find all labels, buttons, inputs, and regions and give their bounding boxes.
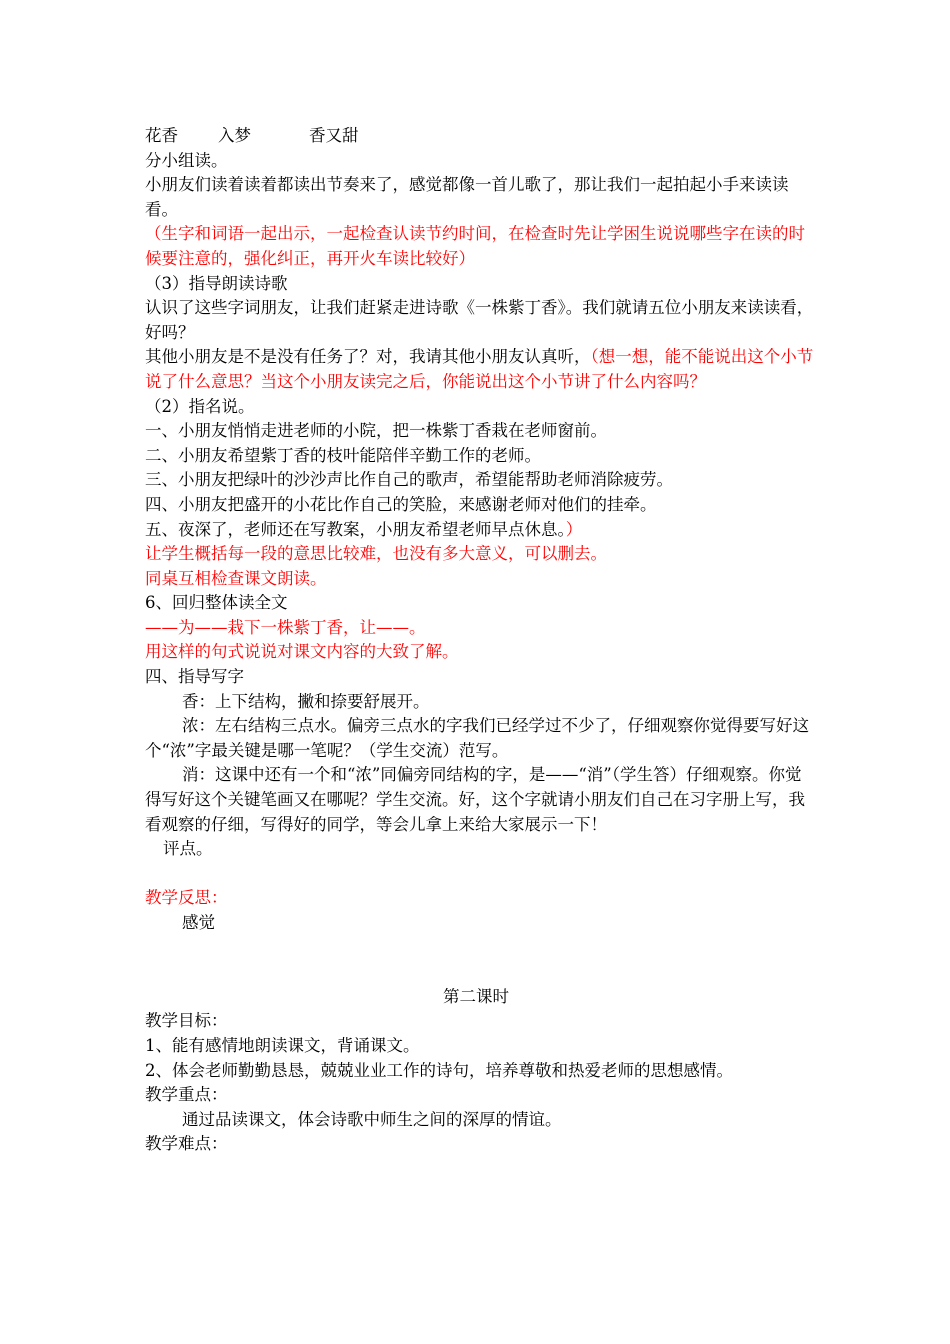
annotation-text: 同桌互相检查课文朗读。 — [145, 568, 327, 588]
annotation-bracket: ） — [565, 519, 583, 539]
paragraph-text: 浓：左右结构三点水。偏旁三点水的字我们已经学过不少了，仔细观察你觉得要写好这个“浓”字最关键是哪一笔呢？（学生交流）范写。 — [145, 716, 809, 760]
paragraph-text-part: 其他小朋友是不是没有任务了？对，我请其他小朋友认真听， — [145, 347, 591, 367]
objective-item: 2、体会老师勤勤恳恳，兢兢业业工作的诗句，培养尊敬和热爱老师的思想感情。 — [145, 1060, 733, 1080]
section-heading: 6、回归整体读全文 — [145, 593, 288, 613]
summary-item: 二、小朋友希望紫丁香的枝叶能陪伴辛勤工作的老师。 — [145, 445, 541, 465]
annotation-text: ——为——栽下一株紫丁香，让——。 — [145, 617, 426, 637]
section-heading: 四、指导写字 — [145, 667, 244, 687]
word-huaxiang: 花香 — [145, 126, 178, 145]
summary-item-text: 五、夜深了，老师还在写教案，小朋友希望老师早点休息。 — [145, 519, 566, 539]
summary-item: 四、小朋友把盛开的小花比作自己的笑脸，来感谢老师对他们的挂牵。 — [145, 494, 657, 514]
word-rumeng: 入梦 — [218, 126, 251, 145]
word-list-line — [145, 124, 815, 149]
section-heading: 教学难点： — [145, 1134, 228, 1154]
section-heading: （3）指导朗读诗歌 — [145, 273, 288, 293]
annotation-text: 用这样的句式说说对课文内容的大致了解。 — [145, 642, 459, 662]
section-heading: 教学重点： — [145, 1085, 228, 1105]
section-heading: 教学反思： — [145, 888, 228, 908]
paragraph-text: 认识了这些字词朋友，让我们赶紧走进诗歌《一株紫丁香》。我们就请五位小朋友来读读看，好吗？ — [145, 298, 814, 342]
annotation-text: （生字和词语一起出示，一起检查认读节约时间，在检查时先让学困生说说哪些字在读的时候要注意的，强化纠正，再开火车读比较好） — [145, 224, 805, 268]
paragraph-text: 分小组读。 — [145, 150, 228, 170]
summary-item: 一、小朋友悄悄走进老师的小院，把一株紫丁香栽在老师窗前。 — [145, 421, 607, 441]
word-xiangyoutian: 香又甜 — [309, 126, 359, 145]
objective-item: 1、能有感情地朗读课文，背诵课文。 — [145, 1035, 420, 1055]
paragraph-text: 感觉 — [182, 913, 215, 932]
paragraph-text: 小朋友们读着读着都读出节奏来了，感觉都像一首儿歌了，那让我们一起拍起小手来读读看。 — [145, 175, 789, 219]
summary-item — [145, 518, 815, 543]
annotation-text-inline: （想一想，能不能说出这个小节说了什么意思？当这个小朋友读完之后，你能说出这个小节讲了什么内容吗？ — [145, 347, 814, 391]
blank-line — [145, 936, 815, 985]
section-heading: （2）指名说。 — [145, 396, 255, 416]
blank-line — [145, 862, 815, 887]
section-heading: 教学目标： — [145, 1011, 228, 1031]
document-page — [145, 124, 815, 1157]
paragraph-text: 评点。 — [163, 839, 213, 859]
paragraph-text: 香：上下结构，撇和捺要舒展开。 — [182, 691, 430, 711]
summary-item: 三、小朋友把绿叶的沙沙声比作自己的歌声，希望能帮助老师消除疲劳。 — [145, 470, 673, 490]
annotation-text: 让学生概括每一段的意思比较难，也没有多大意义，可以删去。 — [145, 544, 607, 564]
lesson-title: 第二课时 — [443, 986, 509, 1006]
paragraph-text: 通过品读课文，体会诗歌中师生之间的深厚的情谊。 — [182, 1109, 562, 1129]
paragraph-text: 消：这课中还有一个和“浓”同偏旁同结构的字，是——“消”（学生答）仔细观察。你觉得写好这个关键笔画又在哪呢？学生交流。好，这个字就请小朋友们自己在习字册上写，我看观察的仔细，写得好的同学，等会儿拿上来给大家展示一下！ — [145, 765, 805, 834]
paragraph-text — [145, 345, 815, 394]
